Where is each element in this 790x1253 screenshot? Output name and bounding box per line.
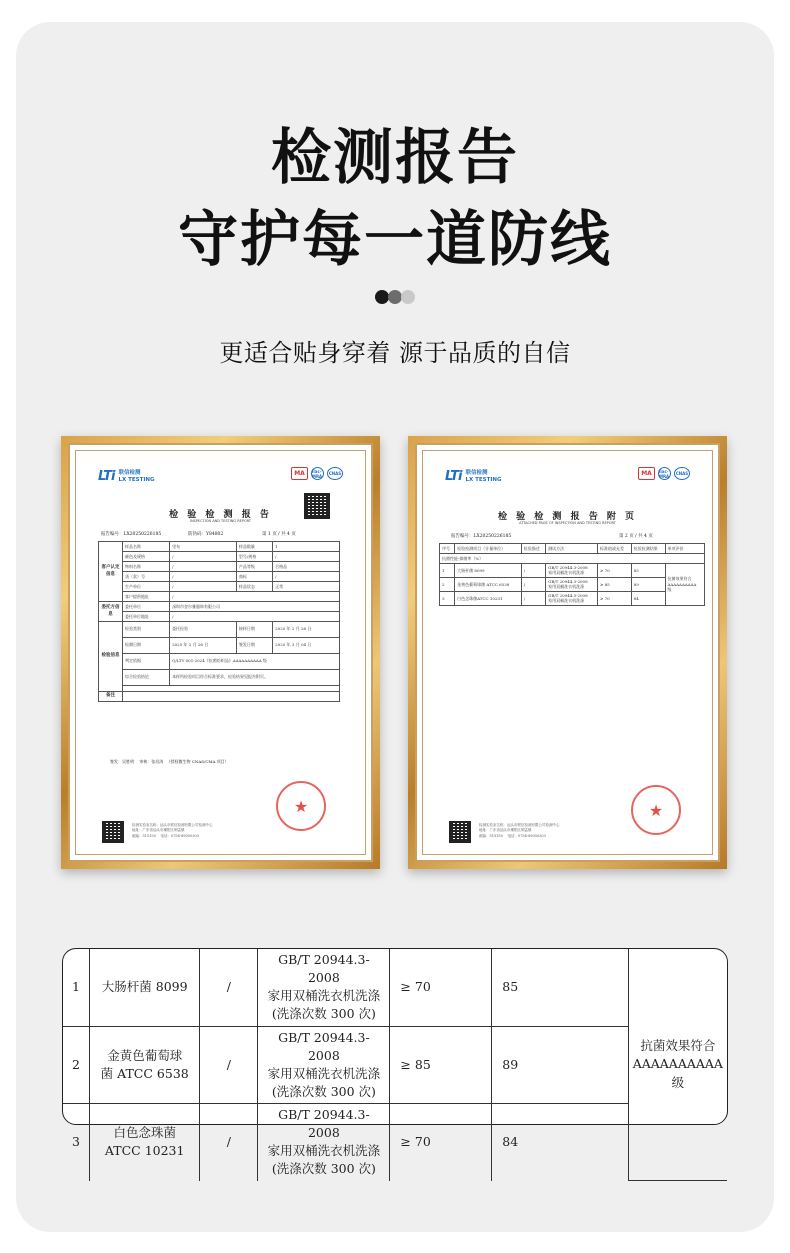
dot bbox=[401, 290, 415, 304]
certificate-footer: 检测实验室名称：汕头市联信检测有限公司检测中心 地址：广东省汕头市潮阳区铜盂镇 邮编：515150 电话：0754-89050303 bbox=[479, 823, 560, 838]
standard-value: ≥ 85 bbox=[390, 1026, 492, 1104]
page-title: 检测报告 bbox=[271, 123, 519, 193]
test-method: GB/T 20944.3-2008 家用双桶洗衣机洗涤 (洗涤次数 300 次) bbox=[258, 1104, 390, 1181]
lx-testing-logo: LTi 联信检测 LX TESTING bbox=[445, 469, 502, 484]
test-item: 金黄色葡萄球 菌 ATCC 6538 bbox=[90, 1026, 200, 1104]
certificate-frame-right bbox=[408, 436, 727, 869]
certificate-page-1 bbox=[75, 450, 366, 855]
ilac-badge-icon: ilac-MRA bbox=[312, 468, 323, 479]
official-seal-icon: ★ bbox=[276, 781, 326, 831]
page-subtitle: 更适合贴身穿着 源于品质的自信 bbox=[219, 339, 571, 367]
dot bbox=[388, 290, 402, 304]
standard-value: ≥ 70 bbox=[390, 1104, 492, 1181]
results-table bbox=[63, 949, 727, 1181]
official-seal-icon: ★ bbox=[631, 785, 681, 835]
test-result: 85 bbox=[492, 949, 628, 1026]
certificate-title-en: ATTACHED PAGE OF INSPECTION AND TESTING REPORT bbox=[519, 521, 616, 525]
page-indicator: 第 1 页 / 共 4 页 bbox=[262, 532, 296, 537]
certificate-footer: 检测实验室名称：汕头市联信检测有限公司检测中心 地址：广东省汕头市潮阳区铜盂镇 邮编：515150 电话：0754-89050303 bbox=[132, 823, 213, 838]
standard-value: ≥ 70 bbox=[390, 949, 492, 1026]
certificate-title: 检 验 检 测 报 告 附 页 bbox=[498, 512, 637, 522]
footer-qr-code-icon bbox=[102, 821, 124, 843]
page-tagline: 守护每一道防线 bbox=[178, 205, 612, 275]
test-item: 白色念珠菌 ATCC 10231 bbox=[90, 1104, 200, 1181]
footer-qr-code-icon bbox=[449, 821, 471, 843]
anti-fake-code: 防伪码：Y84802 bbox=[188, 532, 224, 537]
test-method: GB/T 20944.3-2008 家用双桶洗衣机洗涤 (洗涤次数 300 次) bbox=[258, 1026, 390, 1104]
ilac-badge-icon: ilac-MRA bbox=[659, 468, 670, 479]
attached-results-table: 序号 检验检测项目（计量单位） 检验描述 测试方法 标准值或允差 检验检测结果 单项评价 抗菌性能-抑菌率（%） 1 大肠杆菌 8099 / GB/T 20944.3-2008 家用双桶洗衣机洗涤 ≥ 70 85 抗菌效果符合 AAAAAAAAAA 级 2 金黄色葡萄球菌 ATCC 6538 / GB/T 20944.3-2008 家用双桶洗衣机洗涤 ≥ 85 89 3 白色念珠菌ATCC 10231 / GB/T 20944.3-2008 家用双桶洗衣机洗涤 ≥ 70 84 bbox=[439, 543, 705, 606]
accreditation-badges bbox=[291, 467, 343, 480]
test-result: 84 bbox=[492, 1104, 628, 1181]
certificate-title: 检 验 检 测 报 告 bbox=[169, 510, 272, 520]
test-method: GB/T 20944.3-2008 家用双桶洗衣机洗涤 (洗涤次数 300 次) bbox=[258, 949, 390, 1026]
cma-badge-icon: MA bbox=[291, 467, 308, 480]
test-description: / bbox=[200, 949, 258, 1026]
accreditation-badges bbox=[638, 467, 690, 480]
report-info-table: 客户认定信息 样品名称 里布 样品数量 1 颜色及规格 / 型号/规格 / 物料名称 / 产品等级 合格品 货（款）号 / 商标 / 生产单位 / 样品状态 正常 客户提供地址 / 委托方信息 委托单位 深圳市登尔雅服饰有限公司 委托单位地址 / 检验信息 检验类别 委托检验 接样日期 2025 年 2 月 26 日 检测日期 2025 年 2 月 26 日 签发日期 2025 年 3 月 04 日 判定依据 Q/LTY 001-2024《抗菌纺织品》AAAAAAAAAA 级 综合检验结论 本样所检验项目符合标准要求，检验结果见报告附页。 备注 bbox=[98, 541, 340, 702]
dot-active bbox=[375, 290, 389, 304]
report-number: 报告编号：LX20250226185 bbox=[451, 534, 512, 539]
certificate-title-en: INSPECTION AND TESTING REPORT bbox=[189, 519, 252, 523]
test-description: / bbox=[200, 1104, 258, 1181]
test-result: 89 bbox=[492, 1026, 628, 1104]
table-row bbox=[63, 1026, 727, 1104]
row-number: 3 bbox=[63, 1104, 90, 1181]
certificate-frame-left bbox=[61, 436, 380, 869]
evaluation: 抗菌效果符合 AAAAAAAAAA 级 bbox=[628, 949, 727, 1181]
table-row bbox=[63, 949, 727, 1026]
test-description: / bbox=[200, 1026, 258, 1104]
row-number: 1 bbox=[63, 949, 90, 1026]
cnas-badge-icon: CNAS bbox=[327, 467, 343, 480]
results-table-zoom bbox=[62, 948, 728, 1177]
table-row bbox=[63, 1104, 727, 1181]
test-item: 大肠杆菌 8099 bbox=[90, 949, 200, 1026]
signature-line: 签发：吴胜明 审核：张昌涛 （授权微生物 CNAS/CMA 项目） bbox=[110, 759, 229, 764]
certificate-page-2 bbox=[422, 450, 713, 855]
report-number: 报告编号：LX20250226185 bbox=[101, 532, 162, 537]
cma-badge-icon: MA bbox=[638, 467, 655, 480]
cnas-badge-icon: CNAS bbox=[674, 467, 690, 480]
carousel-dots bbox=[375, 290, 419, 304]
lx-testing-logo: LTi 联信检测 LX TESTING bbox=[98, 469, 155, 484]
row-number: 2 bbox=[63, 1026, 90, 1104]
page-indicator: 第 2 页 / 共 4 页 bbox=[619, 534, 653, 539]
